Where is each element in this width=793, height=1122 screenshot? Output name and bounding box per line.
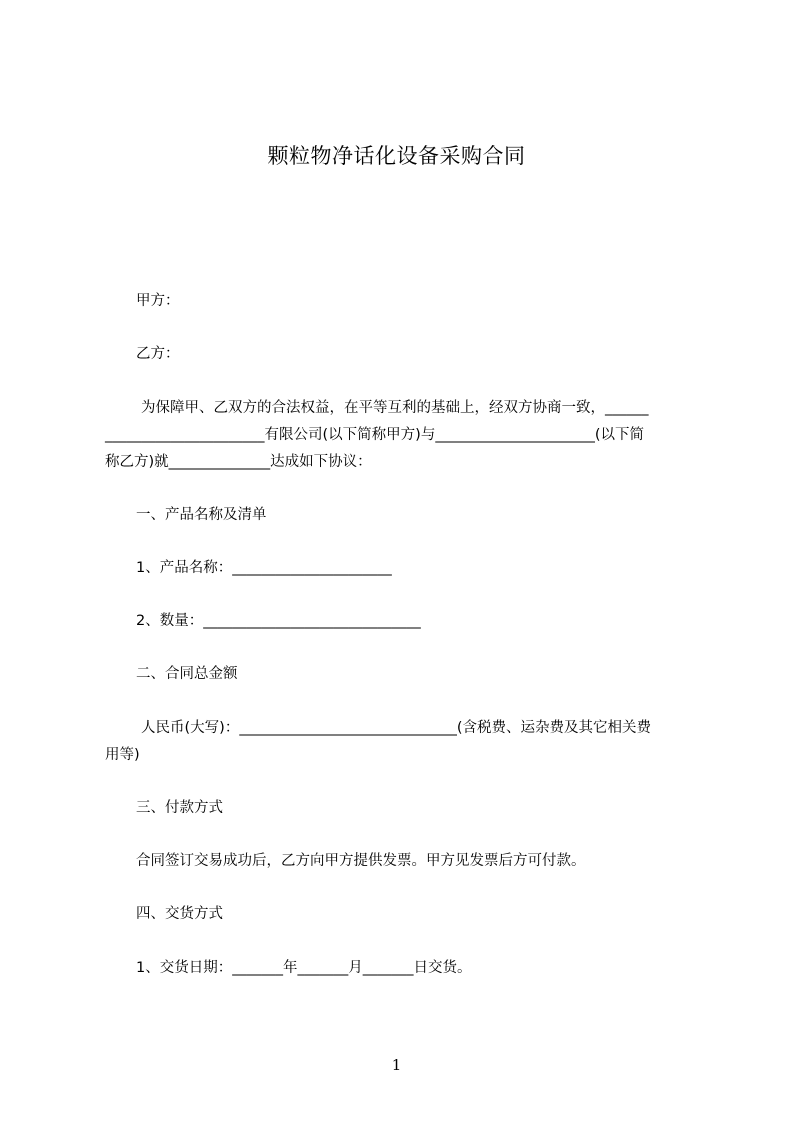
section-3-text: 合同签订交易成功后，乙方向甲方提供发票。甲方见发票后方可付款。 [136,853,586,869]
section-1-item-product-name: 1、产品名称：______________________ [136,560,392,576]
section-4-item-delivery-date: 1、交货日期：_______年_______月_______日交货。 [136,960,472,976]
section-2-amount-line-1: 人民币(大写)：______________________________(含税费、运杂费及其它相关费 [141,720,651,736]
intro-line-1: 为保障甲、乙双方的合法权益，在平等互利的基础上，经双方协商一致，______ [141,400,649,416]
party-a-label: 甲方： [136,293,180,309]
section-1-item-quantity: 2、数量：______________________________ [136,613,421,629]
intro-line-3: 称乙方)就______________达成如下协议： [105,454,372,470]
section-2-heading: 二、合同总金额 [136,666,238,682]
section-2-amount-line-2: 用等) [105,747,140,763]
section-1-heading: 一、产品名称及清单 [136,507,267,523]
document-title: 颗粒物净话化设备采购合同 [267,144,526,168]
page-number: 1 [391,1056,402,1074]
intro-line-2: ______________________有限公司(以下简称甲方)与______________________(以下简 [105,427,644,443]
section-3-heading: 三、付款方式 [136,800,223,816]
party-b-label: 乙方： [136,346,180,362]
section-4-heading: 四、交货方式 [136,906,223,922]
